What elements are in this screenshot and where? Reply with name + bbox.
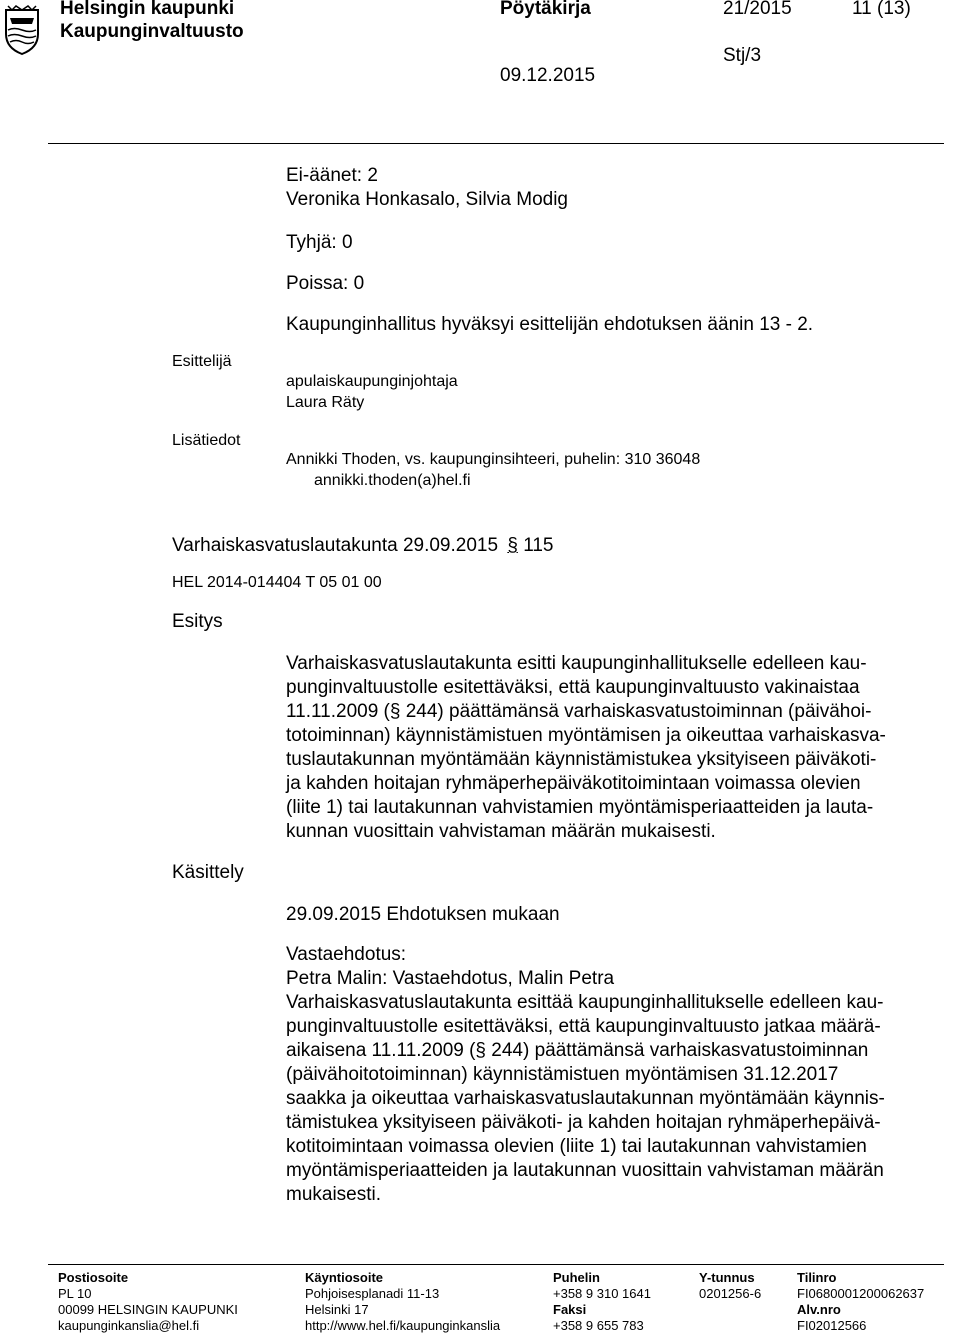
proposal-line: Varhaiskasvatuslautakunta esitti kaupunginhallitukselle edelleen kau- bbox=[286, 653, 867, 674]
footer-postal-heading: Postiosoite bbox=[58, 1270, 129, 1285]
counter-line: kotitoimintaan voimassa olevien (liite 1) tai lautakunnan vahvistamien bbox=[286, 1136, 867, 1157]
header-doc-type: Pöytäkirja bbox=[500, 0, 591, 19]
counter-line: saakka ja oikeuttaa varhaiskasvatuslautakunnan myöntämään käynnis- bbox=[286, 1088, 885, 1109]
counter-line: (päivähoitotoiminnan) käynnistämistuen myöntämisen 31.12.2017 bbox=[286, 1064, 839, 1085]
footer-visit-line: Pohjoisesplanadi 11-13 bbox=[305, 1286, 440, 1301]
footer-vat-heading: Alv.nro bbox=[797, 1302, 841, 1317]
footer-vat-value: FI02012566 bbox=[797, 1318, 867, 1333]
footer-postal-line: PL 10 bbox=[58, 1286, 92, 1301]
footer-visit-heading: Käyntiosoite bbox=[305, 1270, 384, 1285]
counter-proposal-label: Vastaehdotus: bbox=[286, 944, 407, 965]
header-org: Helsingin kaupunki bbox=[60, 0, 235, 19]
header-item: Stj/3 bbox=[723, 45, 762, 66]
blank-votes: Tyhjä: 0 bbox=[286, 232, 353, 253]
footer-phone-heading: Puhelin bbox=[553, 1270, 600, 1285]
presenter-title: apulaiskaupunginjohtaja bbox=[286, 373, 458, 390]
footer-phone bbox=[553, 1270, 651, 1334]
proposal-line: kunnan vuosittain vahvistaman määrän mukaisesti. bbox=[286, 821, 716, 842]
vote-result: Kaupunginhallitus hyväksyi esittelijän ehdotuksen äänin 13 - 2. bbox=[286, 314, 814, 335]
proposal-line: 11.11.2009 (§ 244) päättämänsä varhaiskasvatustoiminnan (päivähoi- bbox=[286, 701, 872, 722]
counter-line: Petra Malin: Vastaehdotus, Malin Petra bbox=[286, 968, 615, 989]
proposal-label: Esitys bbox=[172, 611, 223, 632]
counter-line: punginvaltuustolle esitettäväksi, että kaupunginvaltuusto jatkaa määrä- bbox=[286, 1016, 881, 1037]
no-voters: Veronika Honkasalo, Silvia Modig bbox=[286, 189, 568, 210]
section-sign: § bbox=[507, 535, 518, 556]
case-number: HEL 2014-014404 T 05 01 00 bbox=[172, 574, 382, 591]
proposal-line: tuslautakunnan myöntämään käynnistämistukea yksityiseen päiväkoti- bbox=[286, 749, 877, 770]
handling-label: Käsittely bbox=[172, 862, 244, 883]
absent-votes: Poissa: 0 bbox=[286, 273, 365, 294]
section-number: 115 bbox=[523, 535, 554, 556]
footer-visit bbox=[305, 1270, 500, 1334]
footer-account-value: FI0680001200062637 bbox=[797, 1286, 925, 1301]
counter-line: Varhaiskasvatuslautakunta esittää kaupunginhallitukselle edelleen kau- bbox=[286, 992, 884, 1013]
counter-line: tämistukea yksityiseen päiväkoti- ja kahden hoitajan ryhmäperhepäivä- bbox=[286, 1112, 881, 1133]
footer-web-link[interactable]: http://www.hel.fi/kaupunginkanslia bbox=[305, 1318, 501, 1333]
footer-email-link[interactable]: kaupunginkanslia@hel.fi bbox=[58, 1318, 200, 1333]
footer-postal bbox=[58, 1270, 238, 1334]
counter-line: aikaisena 11.11.2009 (§ 244) päättämänsä varhaiskasvatustoiminnan bbox=[286, 1040, 869, 1061]
footer-visit-line: Helsinki 17 bbox=[305, 1302, 369, 1317]
proposal-line: totoiminnan) käynnistämistuen myöntämisen ja oikeuttaa varhaiskasva- bbox=[286, 725, 886, 746]
presenter-label: Esittelijä bbox=[172, 353, 232, 370]
no-votes: Ei-äänet: 2 bbox=[286, 165, 378, 186]
header-divider bbox=[48, 143, 944, 144]
proposal-line: (liite 1) tai lautakunnan vahvistamien myöntämisperiaatteiden ja lauta- bbox=[286, 797, 874, 818]
presenter-name: Laura Räty bbox=[286, 394, 365, 411]
city-coat-of-arms-icon bbox=[4, 4, 40, 56]
proposal-line: punginvaltuustolle esitettäväksi, että kaupunginvaltuusto vakinaistaa bbox=[286, 677, 860, 698]
info-contact: Annikki Thoden, vs. kaupunginsihteeri, puhelin: 310 36048 bbox=[286, 451, 701, 468]
header-meeting-no: 21/2015 bbox=[723, 0, 792, 19]
handling-decision: 29.09.2015 Ehdotuksen mukaan bbox=[286, 904, 560, 925]
counter-line: myöntämisperiaatteiden ja lautakunnan vuosittain vahvistaman määrän bbox=[286, 1160, 884, 1181]
proposal-text bbox=[286, 652, 946, 844]
board-heading-text: Varhaiskasvatuslautakunta 29.09.2015 bbox=[172, 535, 499, 556]
info-email: annikki.thoden(a)hel.fi bbox=[314, 472, 471, 489]
footer-business-id-value: 0201256-6 bbox=[699, 1286, 762, 1301]
header-page: 11 (13) bbox=[852, 0, 911, 19]
proposal-line: ja kahden hoitajan ryhmäperhepäiväkotitoimintaan voimassa olevien bbox=[286, 773, 861, 794]
footer-divider bbox=[48, 1264, 944, 1265]
footer-postal-line: 00099 HELSINGIN KAUPUNKI bbox=[58, 1302, 238, 1317]
footer-fax-number: +358 9 655 783 bbox=[553, 1318, 644, 1333]
header-date: 09.12.2015 bbox=[500, 65, 596, 86]
footer-account bbox=[797, 1270, 924, 1334]
info-label: Lisätiedot bbox=[172, 432, 241, 449]
footer-account-heading: Tilinro bbox=[797, 1270, 837, 1285]
footer-fax-heading: Faksi bbox=[553, 1302, 587, 1317]
footer-business-id bbox=[699, 1270, 761, 1302]
counter-proposal-text bbox=[286, 967, 946, 1207]
header-body: Kaupunginvaltuusto bbox=[60, 21, 244, 42]
counter-line: mukaisesti. bbox=[286, 1184, 382, 1205]
footer-business-id-heading: Y-tunnus bbox=[699, 1270, 755, 1285]
footer-phone-number: +358 9 310 1641 bbox=[553, 1286, 651, 1301]
board-heading bbox=[172, 534, 553, 558]
